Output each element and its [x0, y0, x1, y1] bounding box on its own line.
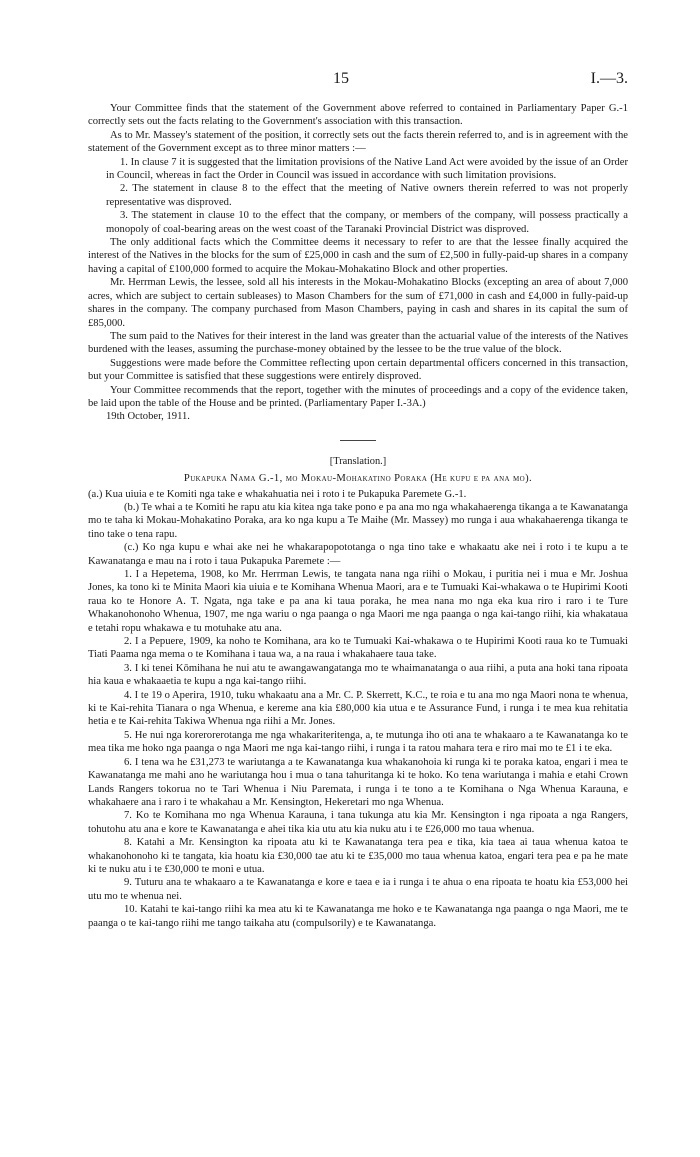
report-paragraph: Suggestions were made before the Committee reflecting upon certain departmental officers concerned in this transaction, but your Committee is satisfied that these suggestions were entirely disproved.: [88, 357, 628, 383]
paper-reference: I.—3.: [590, 70, 628, 87]
translation-item: 9. Tuturu ana te whakaaro a te Kawanatanga e kore e taea e ia i runga i te ahua o ena ripoata te hoatu kia £53,000 hei utu mo te whenua nei.: [88, 877, 628, 902]
translation-item: 6. I tena wa he £31,273 te wariutanga a te Kawanatanga kua whakanohoia ki runga ki te poraka katoa, engari i mea te Kawanatanga me mahi ano he wariutanga hou i mua o tana tahuritanga ki te hoko. Ko tena wariutanga i mahia e etahi Crown Lands Rangers tokorua no te Tari Whenua i Niu Paremata, i runga i te tono a te Komihana o Nga Whenua Karauna, e whakahaere ana i raro i te whakahau a Mr. Kensington, Hekeretari mo nga Whenua.: [88, 756, 628, 808]
translation-item: 10. Katahi te kai-tango riihi ka mea atu ki te Kawanatanga me hoko e te Kawanatanga nga paanga o nga Maori, me te paanga o te kai-tango riihi me tango taikaha atu (compulsorily) e te Kawanatanga.: [88, 904, 628, 929]
section-divider: [340, 440, 376, 441]
translation-item: 5. He nui nga korerorerotanga me nga whakariteritenga, a, te mutunga iho oti ana te whakaaro a te Kawanatanga ko te mea tika me hoko nga paanga o nga Maori me nga kai-tango riihi, i runga i ta ratou mahara tera e riro mai mo te £1 i te eka.: [88, 729, 628, 755]
translation-item: 1. I a Hepetema, 1908, ko Mr. Herrman Lewis, te tangata nana nga riihi o Mokau, i puritia nei i mua e Mr. Joshua Jones, ka tono ki te Minita Maori kia uiuia e te Komihana Whenua Maori, ara e te Tumuaki Kai-whakawa o te Hupirimi Kooti raua ko te Honore A. T. Ngata, nga take e pa ana ki taua poraka, he mea nana mo nga eka kua riro i raro i te Ture Whakanohonoho Whenua, 1907, me nga wariu o nga paanga o nga Maori me nga paanga o nga kai-tango riihi, kia whakataua e tetahi ropu whakawa e tu motuhake atu ana.: [88, 569, 628, 634]
translation-item: 7. Ko te Komihana mo nga Whenua Karauna, i tana tukunga atu kia Mr. Kensington i nga ripoata a nga Rangers, tohutohu atu ana e kore te Kawanatanga e ahei tika kia utu atu kia nuku atu i te £26,000 mo taua whenua.: [88, 810, 628, 835]
document-page: [88, 70, 628, 930]
translation-item: 3. I ki tenei Kōmihana he nui atu te awangawangatanga mo te whaimanatanga o aua riihi, a puta ana hoki tana ripoata hia kaua e whakaaetia te kupu a nga kai-tango riihi.: [88, 662, 628, 688]
report-date: 19th October, 1911.: [106, 411, 190, 423]
translation-item: 2. I a Pepuere, 1909, ka noho te Komihana, ara ko te Tumuaki Kai-whakawa o te Hupirimi Kooti raua ko te Tumuaki Tiati Paama nga mema o te Komihana i taua wa, a na raua i whakahaere taua take.: [88, 636, 628, 661]
translation-paragraph-b: (b.) Te whai a te Komiti he rapu atu kia kitea nga take pono e pa ana mo nga whakahaerenga tikanga a te Kawanatanga mo te taha ki Mokau-Mohakatino Poraka, ara ko nga kupu a Te Maihe (Mr. Massey) mo runga i aua whakahaerenga tikanga te tino take o tena rapu.: [88, 501, 628, 540]
translation-item: 8. Katahi a Mr. Kensington ka ripoata atu ki te Kawanatanga tera pea e tika, kia taea ai taua whenua katoa te whakanohonoho ki te tangata, kia hoatu kia £30,000 tae atu ki te £35,000 mo taua whenua katoa, engari tera pea e pa he mate ki te nuku atu i te £30,000 te moni e utua.: [88, 837, 628, 875]
translation-heading: [Translation.]: [329, 455, 387, 467]
translation-item: 4. I te 19 o Aperira, 1910, tuku whakaatu ana a Mr. C. P. Skerrett, K.C., te roia e tu ana mo nga Maori nona te whenua, ki te Kai-rehita Tianara o nga Whenua, e kereme ana kia £80,000 kia utua e te Assurance Fund, i runga i te mea kua rehitatia hetia e te Kai-rehita Takiwa Whenua nga riihi a Mr. Jones.: [88, 689, 628, 728]
report-list-item: 1. In clause 7 it is suggested that the limitation provisions of the Native Land Act were avoided by the issue of an Order in Council, whereas in fact the Order in Council was issued in accordance with such limitation provisions.: [106, 156, 628, 182]
report-paragraph: Your Committee recommends that the report, together with the minutes of proceedings and a copy of the evidence taken, be laid upon the table of the House and be printed. (Parliamentary Paper I.-3A.): [88, 384, 628, 409]
translation-paragraph-c: (c.) Ko nga kupu e whai ake nei he whakarapopototanga o nga tino take e whakaatu ake nei i roto i te kupu a te Kawanatanga e mau na i roto i taua Pukapuka Paremete :—: [88, 542, 628, 567]
translation-title: Pukapuka Nama G.-1, mo Mokau-Mohakatino Poraka (He kupu e pa ana mo).: [183, 473, 533, 485]
report-paragraph: Your Committee finds that the statement of the Government above referred to contained in Parliamentary Paper G.-1 correctly sets out the facts relating to the Government's association with this transaction.: [88, 103, 628, 128]
report-paragraph: Mr. Herrman Lewis, the lessee, sold all his interests in the Mokau-Mohakatino Blocks (excepting an area of about 7,000 acres, which are subject to certain subleases) to Mason Chambers for the sum of £71,000 in cash and £4,000 in fully-paid-up shares in the company. The company purchased from Mason Chambers, paying in cash and shares in its capital the sum of £85,000.: [88, 277, 628, 329]
report-list-item: 3. The statement in clause 10 to the effect that the company, or members of the company, will possess practically a monopoly of coal-bearing areas on the west coast of the Taranaki Provincial District was disproved.: [106, 210, 628, 235]
report-list-item: 2. The statement in clause 8 to the effect that the meeting of Native owners therein referred to was not properly representative was disproved.: [106, 183, 628, 208]
translation-paragraph-a: (a.) Kua uiuia e te Komiti nga take e whakahuatia nei i roto i te Pukapuka Paremete G.-1.: [88, 488, 467, 500]
report-body: [88, 102, 628, 930]
report-paragraph: The sum paid to the Natives for their interest in the land was greater than the actuarial value of the interests of the Natives burdened with the leases, assuming the purchase-money obtained by the lessee to be the true value of the block.: [88, 330, 628, 356]
report-paragraph: The only additional facts which the Committee deems it necessary to refer to are that the lessee finally acquired the interest of the Natives in the blocks for the sum of £25,000 in cash and the sum of £2,500 in fully-paid-up shares in a company having a capital of £100,000 formed to acquire the Mokau-Mohakatino Block and other properties.: [88, 237, 628, 275]
page-number: 15: [333, 70, 349, 87]
page-header: [88, 70, 628, 96]
report-paragraph: As to Mr. Massey's statement of the position, it correctly sets out the facts therein referred to, and is in agreement with the statement of the Government except as to three minor matters :—: [88, 129, 628, 155]
